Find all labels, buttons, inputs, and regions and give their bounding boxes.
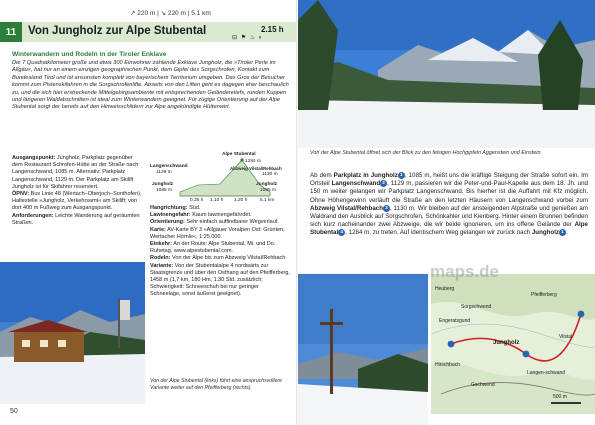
description-text: , 1129 m, passieren wir die Peter-und-Paul-Kapelle aus dem 18. Jh. und 150 m weiter gelangen wir Parkplatz Langenschwand. Bis hierher ist die Auffahrt mit Kfz möglich. Ohne Höhengewinn verläuft die Straße an den letzten Häusern von Langenschwand vorbei zum: [310, 180, 588, 204]
tour-icons: ⊟ ⚑ ♨ ◐: [232, 35, 264, 41]
map-scale: 500 m: [553, 394, 567, 400]
info-item: ÖPNV: Bus Linie 48 (Wertach–Oberjoch–Sonthofen), Haltestelle »Jungholz, Verkehrsamt« am Skilift; von dort 400 m Fußweg zum Ausgangspunkt.: [12, 191, 142, 212]
profile-label-top: Alpe Stubental: [222, 152, 256, 157]
description-text: , 1284 m, zu treten. Auf identischem Weg gelangen wir zurück nach: [345, 229, 532, 237]
map-label: Vilstal: [559, 334, 573, 340]
info-item: Hangrichtung: Süd.: [150, 205, 201, 211]
profile-alt-start: 1085 m: [156, 188, 172, 193]
page-number: 50: [10, 408, 18, 415]
profile-time-b: 1.10 h: [210, 198, 224, 203]
waypoint-badge: 1: [559, 229, 566, 236]
info-item: Lawinengefahr: Kaum lawinengefährdet.: [150, 212, 252, 219]
profile-alt-langenschwand: 1129 m: [156, 170, 172, 175]
route-map: [431, 274, 595, 414]
tour-stats: ↗ 220 m | ↘ 220 m | 5.1 km: [130, 10, 211, 17]
profile-label-end: Jungholz: [256, 182, 278, 187]
map-label: Sorgschwend: [461, 304, 492, 310]
description-text: , 1130 m. Wir bleiben auf der ansteigenden Alpstraße und genießen am Waldrand den Ausblick auf Sorgschrofen, Schönkahler und Kienberg. Hinter einem Brunnen befinden sich kurz nacheinander zwei Abzweige, die wir beide ignorieren, um ins offene Gelände der: [310, 204, 588, 228]
caption-right: Von der Alpe Stubental öffnet sich der Blick zu den felsigen Hochgipfeln Aggenstein und Einstein.: [310, 150, 542, 156]
map-label: Heuberg: [435, 286, 455, 292]
info-column-right: [150, 205, 290, 299]
info-item: Ausgangspunkt: Jungholz, Parkplatz gegenüber dem Restaurant Schrofen-Hütte an der Straße nach Langenschwand, 1085 m. Alternativ: Parkplatz Langenschwand, 1129 m. Der Parkplatz am Skilift Jungholz ist für Skifahrer reserviert.: [12, 155, 139, 190]
map-label: Langen-schwand: [527, 370, 566, 376]
info-item: Variante: Von der Stubentalalpe 4 nordwärts zur Staatsgrenze und über den Osthang auf den Pfeifferberg, 1458 m (1,7 km, 180 Hm, 1.30 Std. zusätzlich; Schwierigkeit: Schneeschuh bei nur geringer Schneelage, sonst äußerst geeignet).: [150, 262, 290, 298]
profile-alt-end: 1085 m: [260, 188, 276, 193]
info-item: Rodeln: Von der Alpe bis zum Abzweig Vilstal/Rehbach.: [150, 255, 287, 262]
tour-number-badge: 11: [0, 22, 22, 42]
profile-alt-abzweig: 1130 m: [262, 172, 278, 177]
info-item: Orientierung: Sehr einfach auffindbarer Wegverlauf.: [150, 219, 279, 226]
profile-time-a: 0.35 h: [190, 198, 204, 203]
info-item: Anforderungen: Leichte Wanderung auf geräumten Straßen.: [12, 212, 140, 226]
map-label: Hirschbach: [435, 362, 461, 368]
map-label: Pfeifferberg: [531, 292, 557, 298]
waypoint-badge: 3: [383, 205, 390, 212]
map-label: Engeratsgund: [439, 318, 471, 324]
info-column-left: [12, 155, 142, 227]
place-name: Parkplatz in Jungholz: [333, 172, 398, 180]
map-label: Gschwend: [471, 382, 495, 388]
info-item: Einkehr: An der Route: Alpe Stubental, Mi. und Do. Ruhetag, www.alpestubental.com.: [150, 241, 276, 255]
waypoint-badge: 1: [398, 172, 405, 179]
photo-summit-cross: [298, 274, 428, 425]
profile-time-c: 1.20 h: [234, 198, 248, 203]
photo-alpine-hut: [0, 262, 145, 404]
waypoint-badge: 4: [338, 229, 345, 236]
waypoint-badge: 2: [380, 180, 387, 187]
profile-label-start: Jungholz: [152, 182, 174, 187]
tour-duration: 2.15 h: [261, 25, 284, 34]
description-text: Ab dem: [310, 172, 334, 180]
description-text: , 1085 m, heißt uns die kräftige Steigung der Straße sofort ein. Im Ortsteil: [310, 172, 588, 188]
description-text: .: [566, 229, 568, 237]
tour-subtitle: Winterwandern und Rodeln in der Tiroler Enklave: [12, 51, 167, 58]
place-name: Abzweig Vilstal/Rehbach: [310, 204, 383, 212]
profile-label-langenschwand: Langenschwand: [150, 164, 188, 169]
photo-snowy-valley: [298, 0, 595, 148]
info-item: Karte: AV-Karte BY 3 »Allgäuer Voralpen Ost: Grünten, Wertacher Hörnle«, 1:25.000.: [150, 226, 285, 240]
place-name: Jungholz: [531, 229, 560, 237]
elevation-profile: [150, 152, 290, 204]
place-name: Alpe Stubental: [310, 220, 588, 237]
watermark: maps.de: [430, 262, 499, 281]
route-description: [310, 172, 588, 237]
profile-label-abzweig: Abzweig Vilstal/Rehbach: [230, 166, 282, 171]
intro-text: Die 7 Quadratkilometer große und etwa 300 Einwohner zählende Exklave Jungholz, die »Tiroler Perle im Allgäu«, hat nur an einem einzigen geographischen Punkt, dem Gipfel des Sorgschrofen, Kontakt zum Bundesland Tirol und ist ansonsten komplett von bayerischem Territorium umgeben. Das Gros der Besucher kommt zum Pistenskifahren in die Sorgschrofenlifte. Abseits von den Liften geht es dagegen eher beschaulich zu, und die sich hier erstreckende Mittelgebirgsambiente mit entsprechenden Geländereliefs, runden Kuppen und längeren Waldabschnitten ist ideal zum Winterwandern geeignet. Für zügige Orientierung auf der Alpe Stubental sorgt der bereits auf den Hinweisschildern zur Alpe angekündigte Hüttenwirt.: [12, 60, 289, 111]
caption-left: Von der Alpe Stubental (links) führt eine anspruchsvollere Variante weiter auf den Pfeifferberg (rechts).: [150, 378, 282, 391]
place-name: Langenschwand: [331, 180, 381, 188]
profile-alt-top: 1284 m: [245, 159, 261, 164]
left-page: [0, 0, 297, 425]
map-label: Jungholz: [493, 340, 520, 346]
tour-title: Von Jungholz zur Alpe Stubental: [28, 25, 207, 37]
profile-distance: 5.1 km: [260, 198, 275, 203]
